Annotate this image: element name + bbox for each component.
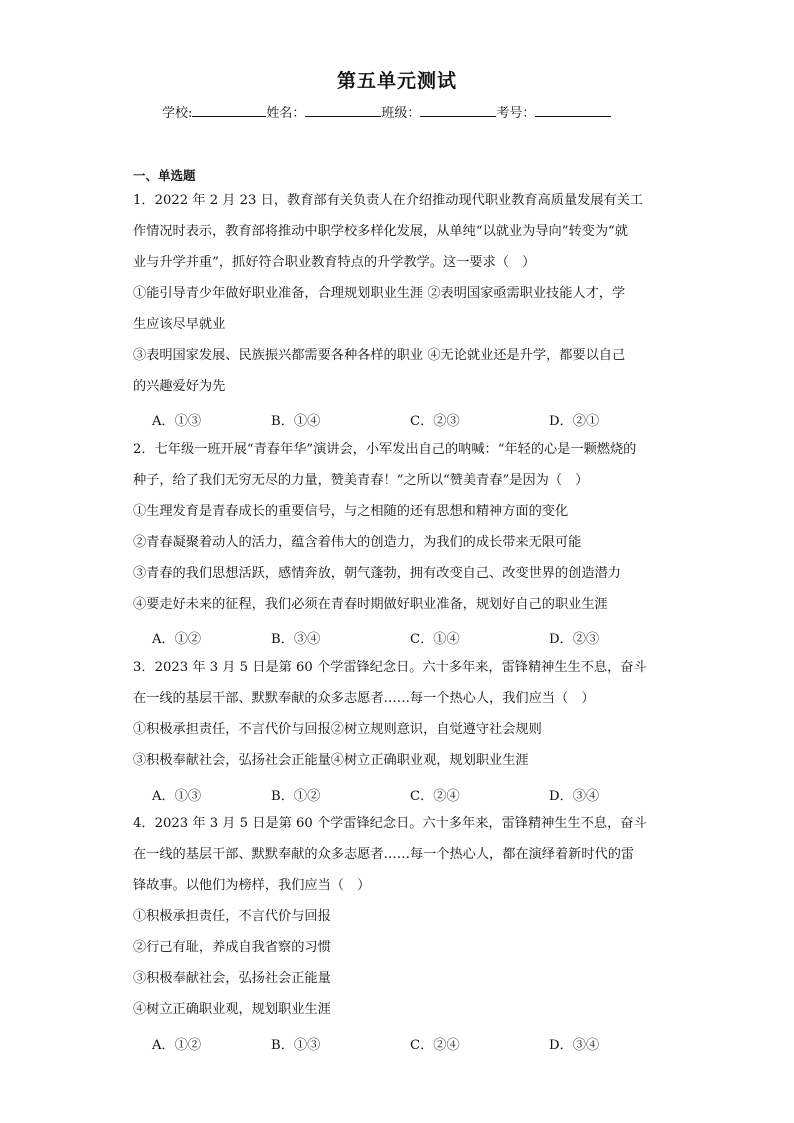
question-1-statement-line-4: 的兴趣爱好为先 [133,379,226,394]
question-1-statement-line-1: ①能引导青少年做好职业准备，合理规划职业生涯 ②表明国家亟需职业技能人才，学 [133,286,626,301]
question-1-stem-line-3: 业与升学并重”，抓好符合职业教育特点的升学教学。这一要求（ ） [133,255,536,270]
question-1-statement-line-2: 生应该尽早就业 [133,317,226,332]
question-2-statement-line-1: ①生理发育是青春成长的重要信号，与之相随的还有思想和精神方面的变化 [133,504,569,519]
question-1-stem-line-1: 1．2022 年 2 月 23 日，教育部有关负责人在介绍推动现代职业教育高质量发展有关工 [133,193,644,208]
question-2-statement-line-4: ④要走好未来的征程，我们必须在青春时期做好职业准备，规划好自己的职业生涯 [133,597,608,612]
question-3-option-d[interactable]: D．③④ [549,789,600,804]
question-3-option-b[interactable]: B．①② [271,789,321,804]
question-4-stem-line-2: 在一线的基层干部、默默奉献的众多志愿者……每一个热心人，都在演绎着新时代的雷 [133,847,635,862]
question-4-option-a[interactable]: A．①② [152,1038,202,1053]
page-title: 第五单元测试 [336,70,457,92]
question-1-stem-line-2: 作情况时表示，教育部将推动中职学校多样化发展，从单纯“以就业为导向”转变为“就 [133,224,628,239]
question-4-statement-line-2: ②行己有耻，养成自我省察的习惯 [133,940,331,955]
question-4-option-c[interactable]: C．②④ [410,1038,460,1053]
question-2-option-b[interactable]: B．③④ [271,632,321,647]
question-3-statement-line-1: ①积极承担责任，不言代价与回报②树立规则意识，自觉遵守社会规则 [133,722,542,737]
question-4-option-d[interactable]: D．③④ [549,1038,600,1053]
question-2-option-d[interactable]: D．②③ [549,632,600,647]
question-4-option-b[interactable]: B．①③ [271,1038,321,1053]
question-4-statement-line-4: ④树立正确职业观，规划职业生涯 [133,1002,331,1017]
name-label: 姓名： [266,106,306,121]
question-2-statement-line-2: ②青春凝聚着动人的活力，蕴含着伟大的创造力，为我们的成长带来无限可能 [133,535,582,550]
name-blank[interactable] [305,104,381,117]
question-1-option-d[interactable]: D．②① [549,414,600,429]
exam-number-blank[interactable] [535,104,611,117]
question-3-option-c[interactable]: C．②④ [410,789,460,804]
question-3-stem-line-2: 在一线的基层干部、默默奉献的众多志愿者……每一个热心人，我们应当（ ） [133,691,595,706]
school-blank[interactable] [192,104,266,117]
section-title: 一、单选题 [133,168,196,183]
class-label: 班级： [381,106,421,121]
school-label: 学校: [162,106,193,121]
question-1-option-b[interactable]: B．①④ [271,414,321,429]
question-1-statement-line-3: ③表明国家发展、民族振兴都需要各种各样的职业 ④无论就业还是升学，都要以自己 [133,348,626,363]
question-1-option-a[interactable]: A．①③ [152,414,202,429]
question-3-statement-line-2: ③积极奉献社会，弘扬社会正能量④树立正确职业观，规划职业生涯 [133,753,529,768]
question-4-statement-line-1: ①积极承担责任，不言代价与回报 [133,909,331,924]
question-2-statement-line-3: ③青春的我们思想活跃，感情奔放，朝气蓬勃，拥有改变自己、改变世界的创造潜力 [133,566,621,581]
question-2-stem-line-2: 种子，给了我们无穷无尽的力量，赞美青春！”之所以“赞美青春”是因为（ ） [133,473,589,488]
exam-number-label: 考号： [496,106,536,121]
question-4-stem-line-3: 锋故事。以他们为榜样，我们应当（ ） [133,878,371,893]
question-4-stem-line-1: 4．2023 年 3 月 5 日是第 60 个学雷锋纪念日。六十多年来，雷锋精神生生不息，奋斗 [133,816,647,831]
class-blank[interactable] [420,104,496,117]
question-2-option-a[interactable]: A．①② [152,632,202,647]
question-3-option-a[interactable]: A．①③ [152,789,202,804]
question-3-stem-line-1: 3．2023 年 3 月 5 日是第 60 个学雷锋纪念日。六十多年来，雷锋精神生生不息，奋斗 [133,660,647,675]
question-4-statement-line-3: ③积极奉献社会，弘扬社会正能量 [133,971,331,986]
question-1-option-c[interactable]: C．②③ [410,414,460,429]
student-info-row [162,102,611,121]
question-2-option-c[interactable]: C．①④ [410,632,460,647]
question-2-stem-line-1: 2．七年级一班开展“青春年华”演讲会，小军发出自己的呐喊：“年轻的心是一颗燃烧的 [133,442,637,457]
